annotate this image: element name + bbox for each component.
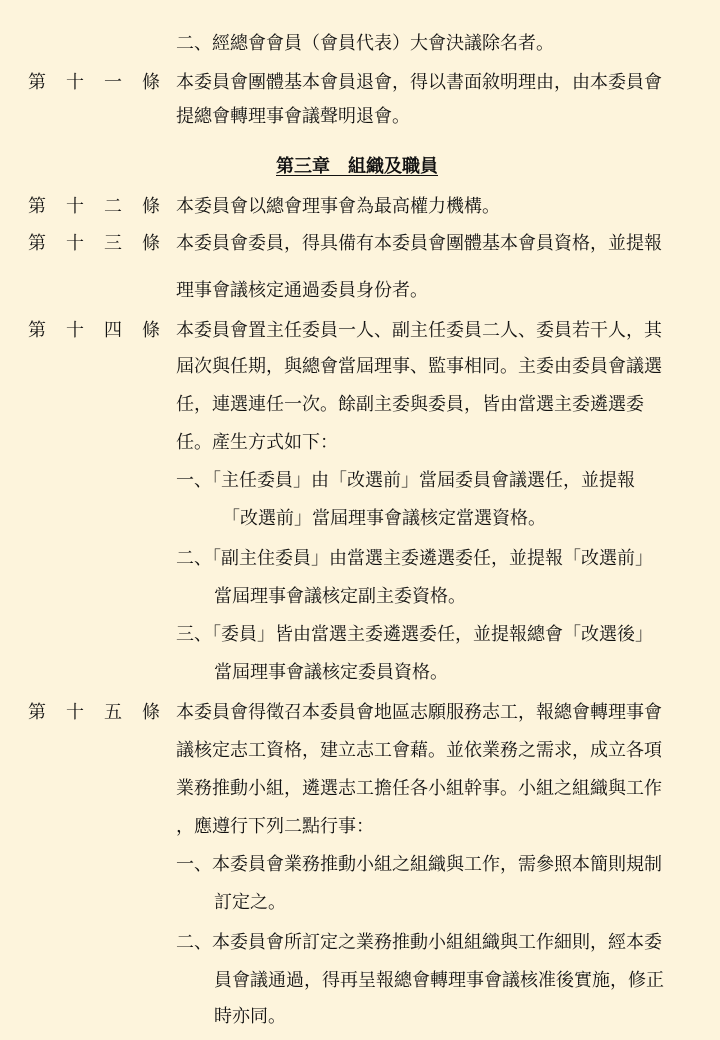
label-char: 十 bbox=[66, 196, 84, 217]
label-char: 第 bbox=[28, 72, 46, 93]
label-char: 條 bbox=[142, 702, 160, 723]
article-15-text: 業務推動小組，遴選志工擔任各小組幹事。小組之組織與工作 bbox=[176, 778, 662, 799]
clause-item-cont: 員會議通過，得再呈報總會轉理事會議核准後實施，修正 bbox=[214, 970, 664, 991]
article-15-text: ，應遵行下列二點行事： bbox=[176, 816, 374, 837]
label-char: 第 bbox=[28, 702, 46, 723]
label-char: 十 bbox=[66, 233, 84, 254]
article-14-text: 本委員會置主任委員一人、副主任委員二人、委員若干人，其 bbox=[176, 320, 662, 341]
clause-item: 三、「委員」皆由當選主委遴選委任，並提報總會「改選後」 bbox=[176, 624, 653, 645]
label-char: 第 bbox=[28, 320, 46, 341]
article-15-text: 本委員會得徵召本委員會地區志願服務志工，報總會轉理事會 bbox=[176, 702, 662, 723]
label-char: 條 bbox=[142, 320, 160, 341]
article-11-label bbox=[28, 72, 160, 94]
clause-item: 一、本委員會業務推動小組之組織與工作，需參照本簡則規制 bbox=[176, 854, 662, 875]
label-char: 條 bbox=[142, 196, 160, 217]
label-char: 二 bbox=[104, 196, 122, 217]
article-12-text: 本委員會以總會理事會為最高權力機構。 bbox=[176, 196, 500, 217]
article-13-label bbox=[28, 233, 160, 255]
clause-item: 一、「主任委員」由「改選前」當屆委員會議選任，並提報 bbox=[176, 470, 635, 491]
article-14-text: 屆次與任期，與總會當屆理事、監事相同。主委由委員會議選 bbox=[176, 356, 662, 377]
label-char: 五 bbox=[104, 702, 122, 723]
article-13-text: 本委員會委員，得具備有本委員會團體基本會員資格，並提報 bbox=[176, 233, 662, 254]
label-char: 三 bbox=[104, 233, 122, 254]
label-char: 條 bbox=[142, 233, 160, 254]
clause-item-cont: 「改選前」當屆理事會議核定當選資格。 bbox=[222, 508, 546, 529]
clause-item-cont: 當屆理事會議核定副主委資格。 bbox=[214, 586, 466, 607]
article-13-text: 理事會議核定通過委員身份者。 bbox=[176, 280, 428, 301]
clause-item: 二、經總會會員（會員代表）大會決議除名者。 bbox=[176, 33, 554, 54]
article-14-text: 任。產生方式如下： bbox=[176, 432, 338, 453]
label-char: 第 bbox=[28, 233, 46, 254]
clause-item: 二、「副主住委員」由當選主委遴選委任，並提報「改選前」 bbox=[176, 548, 653, 569]
article-12-label bbox=[28, 196, 160, 218]
label-char: 十 bbox=[66, 702, 84, 723]
clause-item: 二、本委員會所訂定之業務推動小組組織與工作細則，經本委 bbox=[176, 932, 662, 953]
label-char: 十 bbox=[66, 320, 84, 341]
article-11-text: 本委員會團體基本會員退會，得以書面敘明理由，由本委員會 bbox=[176, 72, 662, 93]
clause-item-cont: 訂定之。 bbox=[214, 892, 286, 913]
clause-item-cont: 當屆理事會議核定委員資格。 bbox=[214, 662, 448, 683]
article-15-label bbox=[28, 702, 160, 724]
article-14-label bbox=[28, 320, 160, 342]
chapter-heading: 第三章 組織及職員 bbox=[276, 156, 438, 177]
label-char: 第 bbox=[28, 196, 46, 217]
label-char: 四 bbox=[104, 320, 122, 341]
label-char: 一 bbox=[104, 72, 122, 93]
label-char: 條 bbox=[142, 72, 160, 93]
label-char: 十 bbox=[66, 72, 84, 93]
article-15-text: 議核定志工資格，建立志工會藉。並依業務之需求，成立各項 bbox=[176, 740, 662, 761]
clause-item-cont: 時亦同。 bbox=[214, 1006, 286, 1027]
article-14-text: 任，連選連任一次。餘副主委與委員，皆由當選主委遴選委 bbox=[176, 394, 644, 415]
article-11-text: 提總會轉理事會議聲明退會。 bbox=[176, 106, 410, 127]
